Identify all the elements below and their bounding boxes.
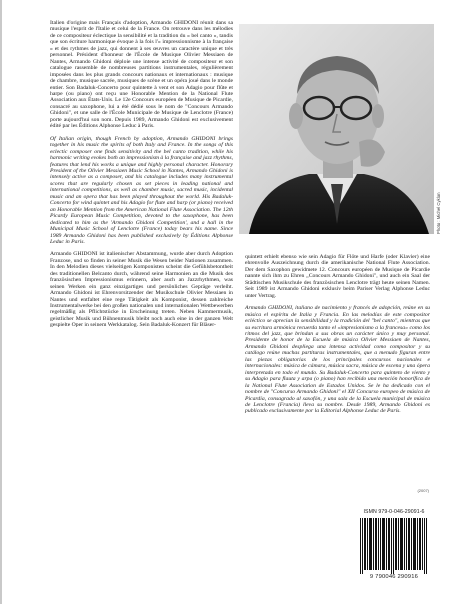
english-paragraph: Of Italian origin, though French by adoption, Armando GHIDONI brings together in his music the spirits of both Italy and France. In the songs of this eclectic composer one finds sensitivity and the bel canto tradition, while his harmonic writing evokes both an impressionism à la française and jazz rhythms, features that lend his works a unique and highly personal character. Honorary President of the Olivier Messiaen Music School in Nantes, Armando Ghidoni is intensely active as a composer, and his catalogue includes many instrumental scores that are regularly chosen as set pieces in leading national and international competitions, as well as chamber music, sacred music, incidental music and an opera that has been played throughout the world. His Badaluk-Concerto for wind quintet and his Adagio for flute and harp (or piano) received an Honorable Mention from the American National Flute Association. The 12th Picardy European Music Competition, devoted to the saxophone, has been dedicated to him as the 'Armando Ghidoni Competition', and a hall in the Municipal Music School of Lenclotre (France) today bears his name. Since 1989 Armando Ghidoni has been published exclusively by Éditions Alphonse Leduc in Paris. [50,135,233,245]
barcode-digits: 9 790046 290916 [369,574,419,580]
french-paragraph: Italien d'origine mais Français d'adoption, Armando GHIDONI réunit dans sa musique l'esprit de l'Italie et celui de la France. On retrouve dans les mélodies de ce compositeur éclectique la sensibilité et la tradition du « bel canto », tandis que son écriture harmonique évoque à la fois l'« impressionnisme à la française » et des rythmes de jazz, qui donnent à ses œuvres un caractère unique et très personnel. Président d'honneur de l'École de Musique Olivier Messiaen de Nantes, Armando Ghidoni déploie une intense activité de compositeur et son catalogue rassemble de nombreuses partitions instrumentales, régulièrement imposées dans les plus grands concours nationaux et internationaux : musique de chambre, musique sacrée, musiques de scène et un opéra joué dans le monde entier. Son Badaluk-Concerto pour quintette à vent et son Adagio pour flûte et harpe (ou piano) ont reçu une Honorable Mention de la National Flute Association aux États-Unis. Le 12e Concours européen de Musique de Picardie, consacré au saxophone, lui a été dédié sous le nom de "Concours Armando Ghidoni", et une salle de l'École Municipale de Musique de Lenclotre (France) porte aujourd'hui son nom. Depuis 1989, Armando Ghidoni est exclusivement édité par les Éditions Alphonse Leduc à Paris. [50,20,233,130]
publisher-code: (2007) [417,488,429,493]
german-paragraph-end: quintett erhielt ebenso wie sein Adagio für Flöte und Harfe (oder Klavier) eine ehrenvolle Auszeichnung durch die amerikanische National Flute Association. Der dem Saxophon gewidmete 12. Concours européen de Musique de Picardie nannte sich ihm zu Ehren „Concours Armando Ghidoni", und auch ein Saal der Städtischen Musikschule des französischen Lenclotre trägt heute seinen Namen. Seit 1989 ist Armando Ghidoni exklusiv beim Pariser Verlag Alphonse Leduc unter Vertrag. [245,254,430,299]
portrait-photo-icon [239,24,434,234]
spanish-paragraph: Armando GHIDONI, italiano de nacimiento y francés de adopción, reúne en su música el espíritu de Italia y Francia. En las melodías de este compositor ecléctico se aprecian la sensibilidad y la tradición del "bel canto", mientras que su escritura armónica recuerda tanto el «impresionismo a la francesa» como los ritmos del jazz, que brindan a sus obras un carácter único y muy personal. Presidente de honor de la Escuela de música Olivier Messiaen de Nantes, Armando Ghidoni despliega una intensa actividad como compositor y su catálogo reúne muchas partituras instrumentales, que a menudo figuran entre las piezas obligatorias de los principales concursos nacionales e internacionales: música de cámara, música sacra, música de escena y una ópera interpretada en todo el mundo. Su Badaluk-Concerto para quinteto de viento y su Adagio para flauta y arpa (o piano) han recibido una mención honorífica de la National Flute Association de Estados Unidos. Se le ha dedicado con el nombre de "Concurso Armando Ghidoni" el XII Concurso europeo de música de Picardía, consagrado al saxofón, y una sala de la Escuela municipal de música de Lenclotre (Francia) lleva su nombre. Desde 1989, Armando Ghidoni es publicado exclusivamente por la Editorial Alphonse Leduc de París. [245,305,430,415]
ismn-label: ISMN 979-0-046-29091-6 [363,509,425,515]
barcode-icon [360,518,428,574]
right-text-column [245,254,430,415]
german-paragraph-start: Armando GHIDONI ist italienischer Abstammung, wurde aber durch Adoption Franzose, und so finden in seiner Musik die Wesen beider Nationen zusammen. In den Melodien dieses vielseitigen Komponisten scheint die Gefühlsbetontheit des traditionellen Belcanto durch, während seine Harmonien an die Musik des französischen Impressionismus erinnern, aber auch an Jazzrhythmen, was seinen Werken ein ganz einzigartiges und persönliches Gepräge verleiht. Armando Ghidoni ist Ehrenvorsitzender der Musikschule Olivier Messiaen in Nantes und entfaltet eine rege Tätigkeit als Komponist, dessen zahlreiche Instrumentalwerke bei den großen nationalen und internationalen Wettbewerben regelmäßig als Pflichtstücke in Erscheinung treten. Neben Kammermusik, geistlicher Musik und Bühnenmusik bleibt noch auch eine in der ganzen Welt gespielte Oper in seinem Werkkatalog. Sein Badaluk-Konzert für Bläser- [50,251,233,329]
photo-credit: Photo : Michel Cyklan [436,192,441,234]
composer-portrait-photo [239,24,434,234]
left-text-column [50,20,233,329]
